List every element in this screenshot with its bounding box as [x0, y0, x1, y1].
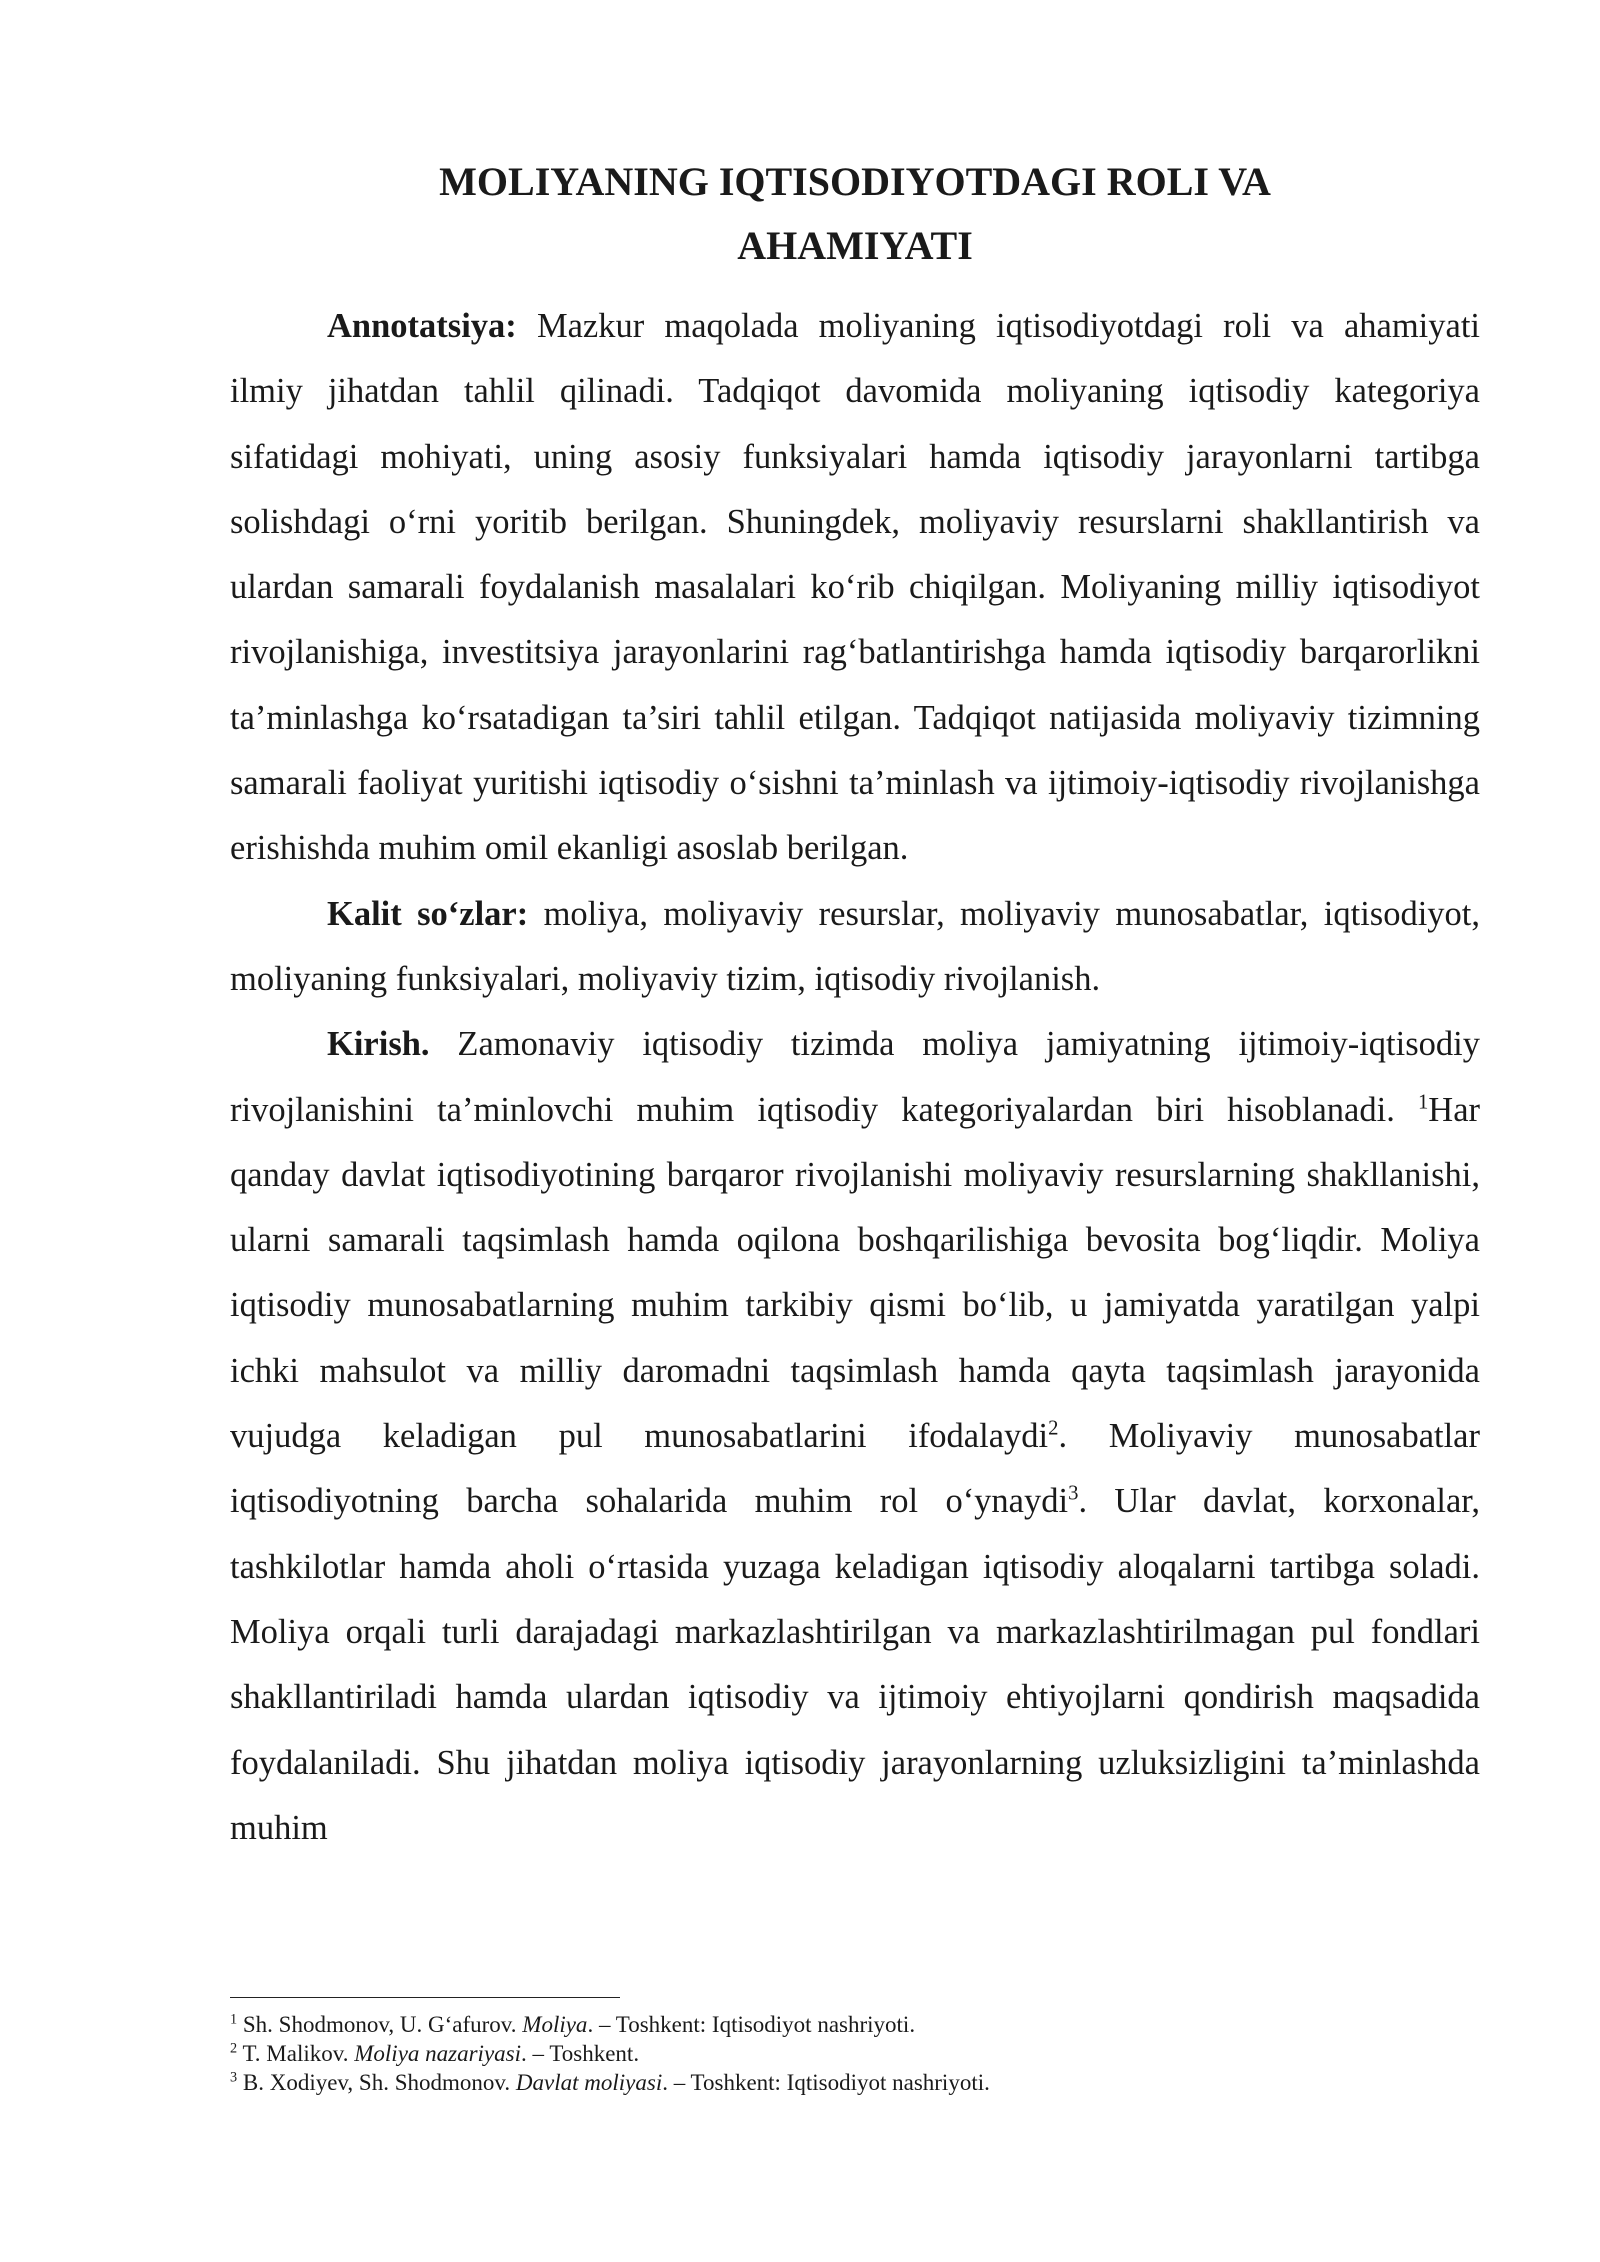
article-body [230, 294, 1480, 1861]
footnote-ref-1: 1 [1417, 1091, 1429, 1114]
introduction-text-2: Har qanday davlat iqtisodiyotining barqaror rivojlanishi moliyaviy resurslarning shakllanishi, ularni samarali taqsimlash hamda oqilona boshqarilishiga bevosita bog‘liqdir. Moliya iqtisodiy munosabatlarning muhim tarkibiy qismi bo‘lib, u jamiyatda yaratilgan yalpi ichki mahsulot va milliy daromadni taqsimlash hamda qayta taqsimlash jarayonida vujudga keladigan pul munosabatlarini ifodalaydi [230, 1090, 1480, 1456]
keywords-paragraph [230, 882, 1480, 1013]
footnote-number: 3 [230, 2069, 238, 2086]
footnote-text: B. Xodiyev, Sh. Shodmonov. [237, 2070, 516, 2095]
footnote-ref-2: 2 [1048, 1417, 1059, 1440]
footnote-book-title: Davlat moliyasi [515, 2070, 663, 2095]
footnote-3 [230, 2068, 1480, 2097]
footnote-number: 1 [230, 2011, 238, 2028]
footnote-text: Sh. Shodmonov, U. G‘afurov. [237, 2012, 523, 2037]
annotation-text: Mazkur maqolada moliyaning iqtisodiyotdagi roli va ahamiyati ilmiy jihatdan tahlil qilinadi. Tadqiqot davomida moliyaning iqtisodiy kategoriya sifatidagi mohiyati, uning asosiy funksiyalari hamda iqtisodiy jarayonlarni tartibga solishdagi o‘rni yoritib berilgan. Shuningdek, moliyaviy resurslarni shakllantirish va ulardan samarali foydalanish masalalari ko‘rib chiqilgan. Moliyaning milliy iqtisodiyot rivojlanishiga, investitsiya jarayonlarini rag‘batlantirishga hamda iqtisodiy barqarorlikni ta’minlashga ko‘rsatadigan ta’siri tahlil etilgan. Tadqiqot natijasida moliyaviy tizimning samarali faoliyat yuritishi iqtisodiy o‘sishni ta’minlash va ijtimoiy-iqtisodiy rivojlanishga erishishda muhim omil ekanligi asoslab berilgan. [230, 307, 1480, 868]
footnotes [230, 2010, 1480, 2097]
footnote-text: . – Toshkent: Iqtisodiyot nashriyoti. [587, 2012, 916, 2037]
article-title [230, 150, 1480, 278]
keywords-text: moliya, moliyaviy resurslar, moliyaviy munosabatlar, iqtisodiyot, moliyaning funksiyalari, moliyaviy tizim, iqtisodiy rivojlanish. [230, 894, 1481, 998]
footnote-number: 2 [230, 2040, 238, 2057]
keywords-label: Kalit so‘zlar: [327, 894, 529, 933]
footnote-text: . – Toshkent. [521, 2041, 640, 2066]
title-line-1: MOLIYANING IQTISODIYOTDAGI ROLI VA [439, 159, 1271, 204]
introduction-text-1: Zamonaviy iqtisodiy tizimda moliya jamiyatning ijtimoiy-iqtisodiy rivojlanishini ta’minlovchi muhim iqtisodiy kategoriyalardan biri hisoblanadi. [230, 1025, 1480, 1129]
footnote-text: . – Toshkent: Iqtisodiyot nashriyoti. [662, 2070, 990, 2095]
title-line-2: AHAMIYATI [737, 223, 973, 268]
annotation-label: Annotatsiya: [327, 307, 517, 345]
introduction-text-4: . Ular davlat, korxonalar, tashkilotlar hamda aholi o‘rtasida yuzaga keladigan iqtisodiy aloqalarni tartibga soladi. Moliya orqali turli darajadagi markazlashtirilgan va markazlashtirilmagan pul fondlari shakllantiriladi hamda ulardan iqtisodiy va ijtimoiy ehtiyojlarni qondirish maqsadida foydalaniladi. Shu jihatdan moliya iqtisodiy jarayonlarning uzluksizligini ta’minlashda muhim [230, 1482, 1481, 1847]
annotation-paragraph [230, 294, 1480, 882]
footnote-ref-3: 3 [1068, 1482, 1079, 1505]
introduction-label: Kirish. [327, 1025, 430, 1064]
footnote-book-title: Moliya [522, 2012, 588, 2037]
introduction-text-3: . Moliyaviy munosabatlar iqtisodiyotning barcha sohalarida muhim rol o‘ynaydi [230, 1417, 1480, 1521]
footnote-separator [230, 1997, 620, 1998]
introduction-paragraph [230, 1012, 1480, 1861]
footnote-book-title: Moliya nazariyasi [354, 2041, 521, 2066]
footnote-text: T. Malikov. [237, 2041, 355, 2066]
footnote-1 [230, 2010, 1480, 2039]
footnote-2 [230, 2039, 1480, 2068]
